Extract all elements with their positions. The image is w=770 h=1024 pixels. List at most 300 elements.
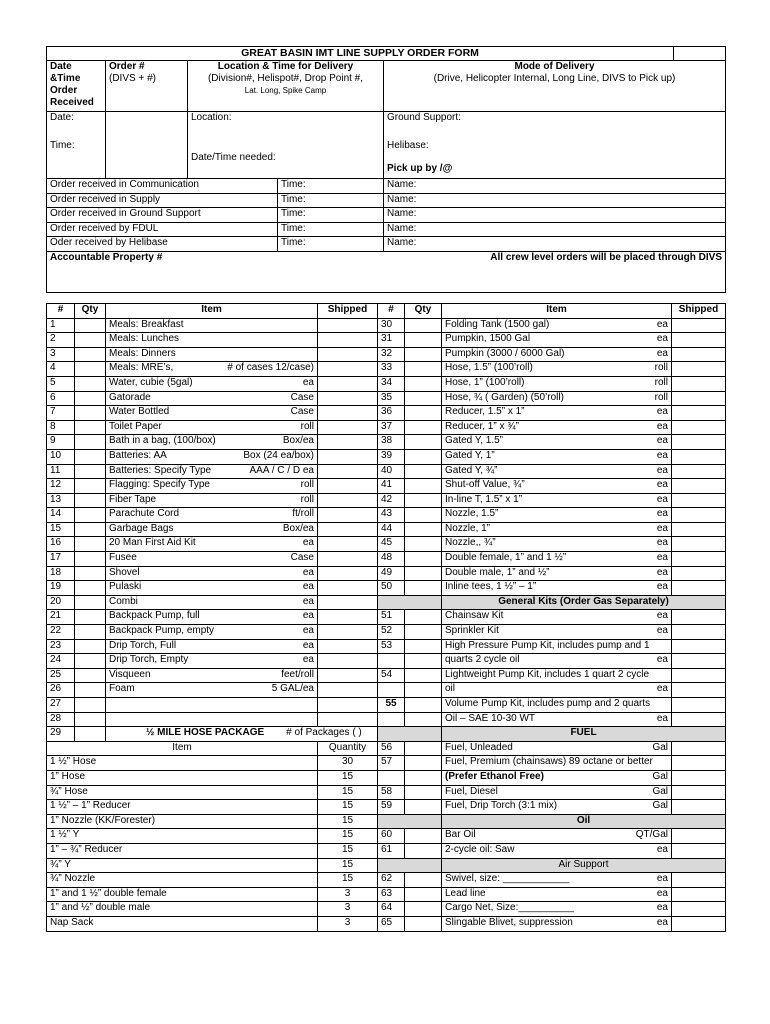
qty-input[interactable] [75,493,106,508]
hose-qty [318,887,378,902]
section-blank [378,858,442,873]
table-row [47,683,726,698]
item-unit: Gal [652,785,668,797]
qty-input[interactable] [405,741,442,756]
qty-input[interactable] [75,435,106,450]
delivery-mode-field[interactable] [384,112,726,179]
item-number-text: 26 [50,683,62,695]
item-number [47,712,75,727]
order-received-table [46,178,726,252]
qty-input[interactable] [405,333,442,348]
item-number [378,566,405,581]
shipped-input[interactable] [318,464,378,479]
item-number-text: 48 [381,552,393,564]
qty-input[interactable] [405,668,442,683]
received-time[interactable]: Time: [278,222,384,237]
item-number-text: 6 [50,391,56,403]
qty-input[interactable] [405,770,442,785]
item-number-text: 34 [381,376,393,388]
shipped-input[interactable] [672,610,726,625]
item-number-text: 61 [381,843,393,855]
item-cell [106,347,318,362]
shipped-input[interactable] [672,829,726,844]
shipped-input[interactable] [318,347,378,362]
item-number-text: 59 [381,800,393,812]
qty-input[interactable] [75,654,106,669]
shipped-input[interactable] [672,464,726,479]
shipped-input[interactable] [672,406,726,421]
shipped-input[interactable] [318,420,378,435]
shipped-input[interactable] [672,333,726,348]
item-number-text: 13 [50,493,62,505]
shipped-input[interactable] [318,435,378,450]
item-name: Gated Y, 1” [445,449,495,461]
received-name[interactable]: Name: [384,237,726,252]
item-number [47,479,75,494]
qty-input[interactable] [405,873,442,888]
item-number [378,785,405,800]
qty-input[interactable] [405,464,442,479]
item-cell [106,595,318,610]
shipped-input[interactable] [672,712,726,727]
qty-input[interactable] [75,698,106,713]
shipped-input[interactable] [672,916,726,931]
received-name[interactable]: Name: [384,208,726,223]
item-number-text: 32 [381,347,393,359]
item-number-text: 30 [381,318,393,330]
shipped-input[interactable] [672,756,726,771]
qty-input[interactable] [75,712,106,727]
item-number-text: 11 [50,464,61,476]
item-cell [442,522,672,537]
qty-input[interactable] [75,683,106,698]
shipped-input[interactable] [672,522,726,537]
item-unit: roll [654,376,668,388]
shipped-input[interactable] [672,566,726,581]
item-name: Flagging: Specify Type [109,479,210,491]
qty-input[interactable] [75,595,106,610]
section-header [442,814,726,829]
shipped-input[interactable] [318,522,378,537]
table-row [47,873,726,888]
item-name: Nozzle,, ¾” [445,537,496,549]
shipped-input[interactable] [318,479,378,494]
shipped-input[interactable] [318,581,378,596]
item-name: Nozzle, 1” [445,522,491,534]
hose-qty [318,770,378,785]
item-number-text: 12 [50,479,62,491]
shipped-input[interactable] [318,391,378,406]
col-num-header: # [47,303,75,318]
hose-item [47,873,318,888]
item-unit: ea [656,493,668,505]
shipped-input[interactable] [672,508,726,523]
item-unit: roll [300,493,314,505]
shipped-input[interactable] [318,668,378,683]
item-number [47,595,75,610]
item-number [378,698,405,713]
shipped-input[interactable] [672,639,726,654]
item-cell [442,756,672,771]
qty-input[interactable] [405,610,442,625]
table-row [47,741,726,756]
accountable-property-field[interactable] [47,251,726,292]
shipped-input[interactable] [672,479,726,494]
shipped-input[interactable] [672,873,726,888]
shipped-input[interactable] [318,639,378,654]
mode-header [384,61,726,112]
qty-input[interactable] [405,406,442,421]
item-name: High Pressure Pump Kit, includes pump and 1 [445,639,650,651]
qty-input[interactable] [75,522,106,537]
item-name: Pumpkin (3000 / 6000 Gal) [445,347,565,359]
hose-item-name: 1” and 1 ½” double female [50,887,167,899]
shipped-input[interactable] [672,683,726,698]
item-number [378,479,405,494]
item-number [378,683,405,698]
qty-input[interactable] [405,785,442,800]
qty-input[interactable] [405,800,442,815]
item-name: Pumpkin, 1500 Gal [445,333,531,345]
item-number [378,770,405,785]
section-header [442,858,726,873]
shipped-input[interactable] [672,376,726,391]
item-name: Fuel, Drip Torch (3:1 mix) [445,800,558,812]
qty-input[interactable] [405,522,442,537]
item-cell [106,654,318,669]
qty-input[interactable] [75,318,106,333]
qty-input[interactable] [75,347,106,362]
hose-qty [318,829,378,844]
shipped-input[interactable] [672,537,726,552]
shipped-input[interactable] [318,333,378,348]
table-row [47,566,726,581]
qty-input[interactable] [405,625,442,640]
qty-input[interactable] [405,362,442,377]
shipped-input[interactable] [672,654,726,669]
table-row [47,581,726,596]
shipped-input[interactable] [318,406,378,421]
item-number [378,552,405,567]
item-cell [442,639,672,654]
title-blank-cell[interactable] [674,47,726,61]
qty-input[interactable] [75,639,106,654]
qty-input[interactable] [405,916,442,931]
shipped-input[interactable] [672,887,726,902]
item-cell [442,391,672,406]
item-number [378,668,405,683]
col-shipped-header: Shipped [672,303,726,318]
qty-input[interactable] [75,420,106,435]
shipped-input[interactable] [672,625,726,640]
shipped-input[interactable] [672,770,726,785]
qty-input[interactable] [75,464,106,479]
shipped-input[interactable] [318,683,378,698]
received-name[interactable]: Name: [384,179,726,194]
item-number [378,829,405,844]
qty-input[interactable] [75,581,106,596]
item-cell [442,537,672,552]
shipped-input[interactable] [318,595,378,610]
hose-qty-header [318,741,378,756]
item-unit: ea [656,406,668,418]
shipped-input[interactable] [672,785,726,800]
received-time[interactable]: Time: [278,193,384,208]
table-row [47,698,726,713]
qty-input[interactable] [405,698,442,713]
shipped-input[interactable] [672,435,726,450]
qty-input[interactable] [405,654,442,669]
shipped-input[interactable] [318,508,378,523]
qty-input[interactable] [405,683,442,698]
table-row [47,785,726,800]
qty-input[interactable] [405,391,442,406]
item-cell [442,698,672,713]
table-row [47,493,726,508]
qty-input[interactable] [405,420,442,435]
table-row [47,362,726,377]
qty-input[interactable] [405,581,442,596]
item-cell [442,712,672,727]
hose-item [47,814,318,829]
received-time[interactable]: Time: [278,208,384,223]
shipped-input[interactable] [672,362,726,377]
hose-qty-value: 3 [344,916,351,928]
location-sub2: Lat. Long, Spike Camp [244,86,327,95]
item-name: Chainsaw Kit [445,610,504,622]
qty-input[interactable] [75,537,106,552]
hose-item [47,785,318,800]
item-cell [106,698,318,713]
qty-input[interactable] [75,449,106,464]
item-number-text: 63 [381,887,393,899]
qty-input[interactable] [405,435,442,450]
item-cell [106,406,318,421]
shipped-input[interactable] [318,318,378,333]
item-name: Volume Pump Kit, includes pump and 2 quarts [445,698,651,709]
item-number-text: 4 [50,362,56,374]
hose-qty-value: 3 [344,887,351,899]
item-name: Double female, 1” and 1 ½” [445,552,567,564]
section-header [442,595,726,610]
item-unit: ea [656,552,668,564]
col-qty-header: Qty [75,303,106,318]
shipped-input[interactable] [318,537,378,552]
item-name: Visqueen [109,668,151,680]
qty-input[interactable] [75,508,106,523]
item-cell [442,464,672,479]
qty-input[interactable] [405,887,442,902]
hose-package-count: # of Packages ( ) [286,727,362,739]
item-number-text: 60 [381,829,393,841]
qty-input[interactable] [75,727,106,742]
qty-input[interactable] [405,902,442,917]
item-unit: Box/ea [282,435,314,447]
shipped-input[interactable] [672,741,726,756]
qty-input[interactable] [405,493,442,508]
section-header [442,727,726,742]
shipped-input[interactable] [672,581,726,596]
shipped-input[interactable] [318,493,378,508]
qty-input[interactable] [405,829,442,844]
qty-input[interactable] [405,508,442,523]
order-number-field[interactable] [106,112,188,179]
item-cell [442,435,672,450]
item-cell [106,376,318,391]
table-row [47,333,726,348]
qty-input[interactable] [405,639,442,654]
qty-input[interactable] [405,712,442,727]
item-number [378,654,405,669]
shipped-input[interactable] [318,698,378,713]
qty-input[interactable] [75,625,106,640]
mode-sub: (Drive, Helicopter Internal, Long Line, DIVS to Pick up) [433,73,676,84]
shipped-input[interactable] [318,610,378,625]
shipped-input[interactable] [672,493,726,508]
item-name: Reducer, 1” x ¾” [445,420,519,432]
time-label: Time: [50,140,75,151]
item-cell [442,566,672,581]
item-number [378,493,405,508]
item-number-text: 1 [50,318,56,330]
item-number [47,493,75,508]
qty-input[interactable] [75,376,106,391]
qty-input[interactable] [75,610,106,625]
item-number [378,756,405,771]
qty-input[interactable] [405,449,442,464]
table-row [47,858,726,873]
table-row [47,843,726,858]
item-number-text: 53 [381,639,393,651]
item-number-text: 44 [381,522,393,534]
shipped-input[interactable] [672,800,726,815]
item-unit: ea [656,464,668,476]
shipped-input[interactable] [318,552,378,567]
qty-input[interactable] [405,552,442,567]
item-unit: ea [656,449,668,461]
received-name[interactable]: Name: [384,193,726,208]
qty-input[interactable] [75,479,106,494]
item-unit: ea [656,522,668,534]
qty-input[interactable] [75,406,106,421]
mode-label: Mode of Delivery [514,61,595,72]
qty-input[interactable] [405,479,442,494]
item-cell [442,625,672,640]
hose-item-name: 1” and ½” double male [50,902,151,914]
qty-input[interactable] [75,333,106,348]
item-unit: ea [656,916,668,928]
qty-input[interactable] [75,391,106,406]
qty-input[interactable] [405,347,442,362]
item-number-text: 2 [50,333,56,345]
item-number [47,581,75,596]
item-unit: QT/Gal [635,829,668,841]
received-time[interactable]: Time: [278,179,384,194]
qty-input[interactable] [75,566,106,581]
item-name: Combi [109,595,138,607]
shipped-input[interactable] [672,902,726,917]
item-name: Pulaski [109,581,142,593]
qty-input[interactable] [405,843,442,858]
item-unit: ea [302,376,314,388]
qty-input[interactable] [75,552,106,567]
qty-input[interactable] [75,362,106,377]
item-cell [442,668,672,683]
item-name: Gatorade [109,391,151,403]
item-cell [106,362,318,377]
item-number [378,362,405,377]
shipped-input[interactable] [672,420,726,435]
qty-input[interactable] [405,318,442,333]
received-name[interactable]: Name: [384,222,726,237]
item-number [47,654,75,669]
shipped-input[interactable] [318,449,378,464]
item-name: (Prefer Ethanol Free) [445,770,544,782]
date-time-field[interactable] [47,112,106,179]
shipped-input[interactable] [672,391,726,406]
item-number [378,902,405,917]
received-fdul: Order received by FDUL [47,222,278,237]
shipped-input[interactable] [318,625,378,640]
qty-input[interactable] [405,376,442,391]
shipped-input[interactable] [672,347,726,362]
shipped-input[interactable] [318,566,378,581]
item-name: Inline tees, 1 ½” – 1” [445,581,537,593]
item-cell [106,581,318,596]
item-name: Sprinkler Kit [445,625,499,637]
shipped-input[interactable] [672,449,726,464]
location-field[interactable] [188,112,384,179]
item-number-text: 25 [50,668,62,680]
received-time[interactable]: Time: [278,237,384,252]
table-row [47,902,726,917]
helibase-label: Helibase: [387,140,429,151]
hose-qty [318,800,378,815]
item-number-text: 40 [381,464,393,476]
qty-input[interactable] [405,756,442,771]
item-name: Fuel, Unleaded [445,741,513,753]
qty-input[interactable] [405,566,442,581]
shipped-input[interactable] [672,668,726,683]
item-number-text: 27 [50,698,62,709]
item-cell [106,333,318,348]
item-cell [106,566,318,581]
item-name: Gated Y, ¾” [445,464,498,476]
shipped-input[interactable] [318,362,378,377]
shipped-input[interactable] [318,376,378,391]
item-number-text: 33 [381,362,393,374]
shipped-input[interactable] [672,318,726,333]
shipped-input[interactable] [672,843,726,858]
qty-input[interactable] [75,668,106,683]
shipped-input[interactable] [318,712,378,727]
item-cell [442,333,672,348]
shipped-input[interactable] [672,552,726,567]
item-cell [106,449,318,464]
item-number [378,508,405,523]
item-number [47,683,75,698]
item-cell [442,741,672,756]
shipped-input[interactable] [318,654,378,669]
shipped-input[interactable] [672,698,726,713]
date-time-received-header: Date &Time Order Received [47,61,106,112]
item-cell [442,610,672,625]
qty-input[interactable] [405,537,442,552]
table-row [47,318,726,333]
item-name: Hose, 1.5” (100’roll) [445,362,533,374]
table-row [47,449,726,464]
table-row [47,479,726,494]
